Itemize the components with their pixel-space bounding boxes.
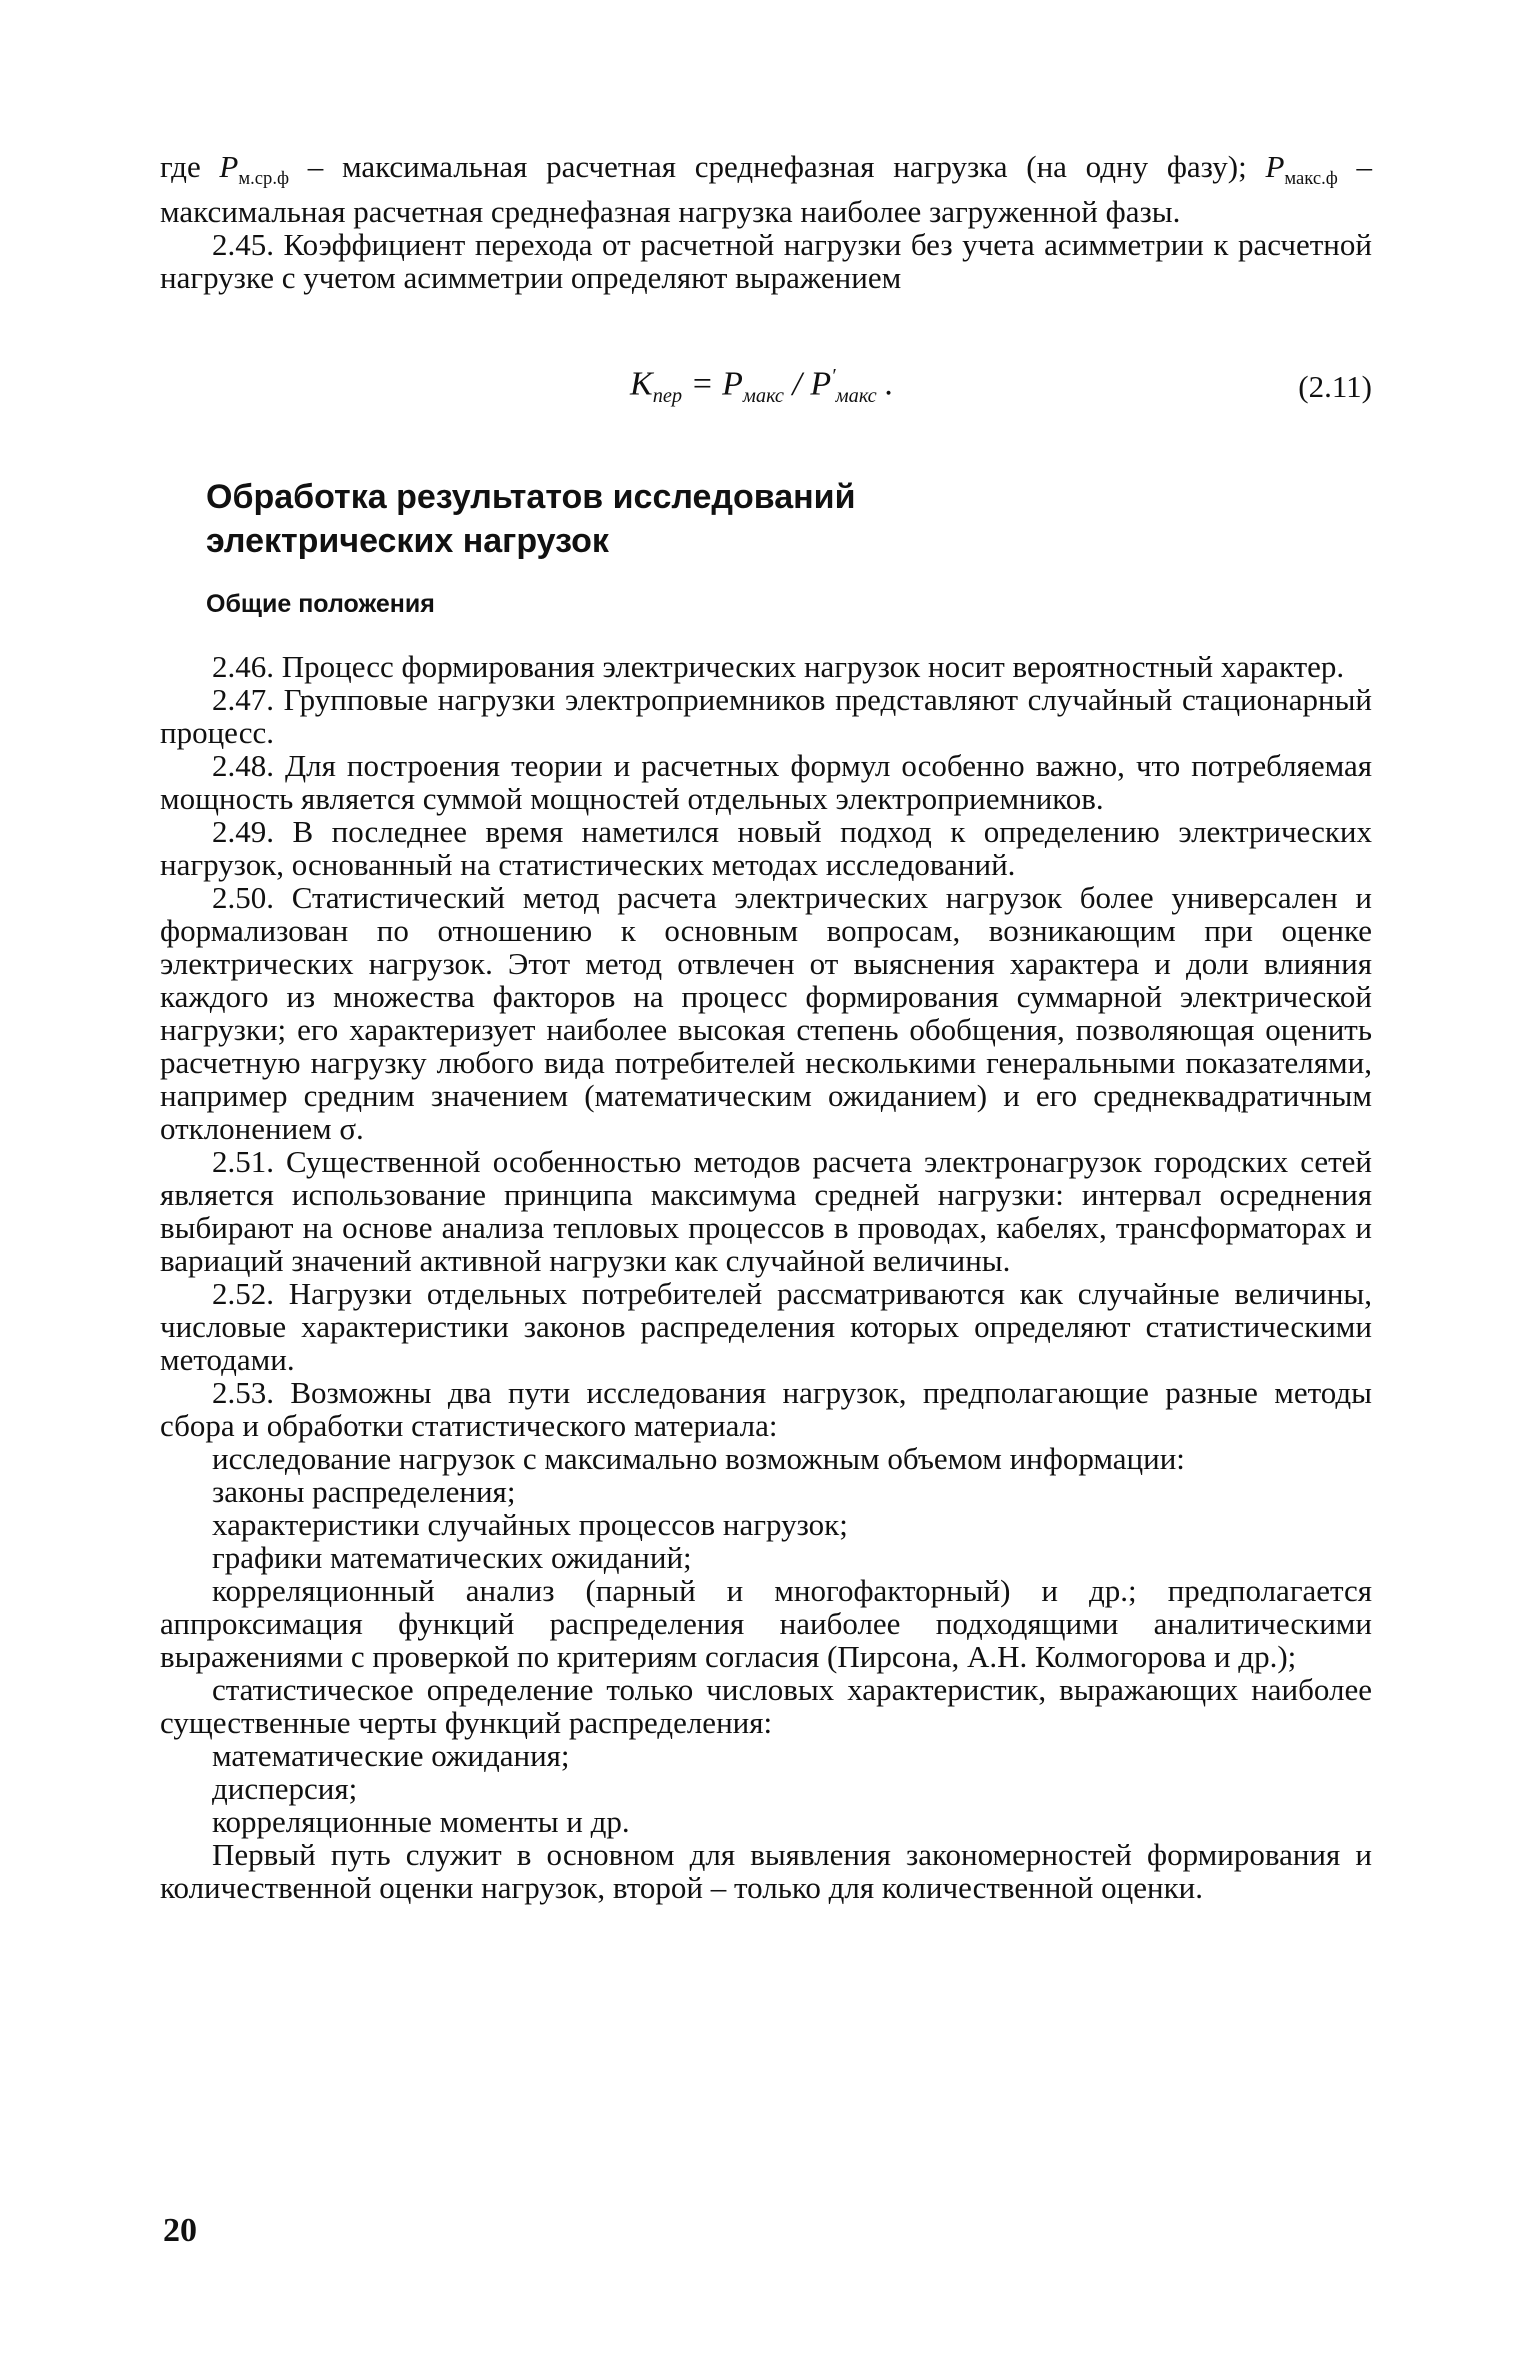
symbol-p-max: P (1265, 149, 1285, 184)
final-paragraph: Первый путь служит в основном для выявления закономерностей формирования и количественной оценки нагрузок, второй – только для количественной оценки. (160, 1837, 1372, 1905)
list-item: исследование нагрузок с максимально возможным объемом информации: (212, 1441, 1185, 1476)
definition-paragraph: где $P_{м.ср.ф}$ – максимальная расчетная среднефазная нагрузка (на одну фазу); $P_{макс.ф}$ – максимальная расчетная среднефазная нагрузка наиболее загруженной фазы. (160, 149, 1373, 230)
formula-number: (2.11) (1298, 369, 1372, 404)
list-item: корреляционный анализ (парный и многофакторный) и др.; предполагается аппроксимация функций распределения наиболее подходящими аналитическими выражениями с проверкой по критериям согласия (Пирсона, А.Н. Колмогорова и др.); (160, 1573, 1372, 1674)
paragraph-2-51: 2.51. Существенной особенностью методов расчета электронагрузок городских сетей является использование принципа максимума средней нагрузки: интервал осреднения выбирают на основе анализа тепловых процессов в проводах, кабелях, трансформаторах и вариаций значений активной нагрузки как случайной величины. (160, 1144, 1372, 1278)
body-text (160, 650, 1372, 1904)
list-item: корреляционные моменты и др. (212, 1804, 630, 1839)
symbol-p: P (219, 149, 239, 184)
list-item: графики математических ожиданий; (212, 1540, 692, 1575)
paragraph-2-45: 2.45. Коэффициент перехода от расчетной нагрузки без учета асимметрии к расчетной нагрузке с учетом асимметрии определяют выражением (160, 227, 1372, 296)
paragraph-2-47: 2.47. Групповые нагрузки электроприемников представляют случайный стационарный процесс. (160, 682, 1372, 750)
list-item: характеристики случайных процессов нагрузок; (212, 1507, 848, 1542)
intro-text (160, 150, 1372, 294)
paragraph-2-52: 2.52. Нагрузки отдельных потребителей рассматриваются как случайные величины, числовые характеристики законов распределения которых определяют статистическими методами. (160, 1276, 1372, 1377)
paragraph-2-50: 2.50. Статистический метод расчета электрических нагрузок более универсален и формализован по отношению к основным вопросам, возникающим при оценке электрических нагрузок. Этот метод отвлечен от выяснения характера и доли влияния каждого из множества факторов на процесс формирования суммарной электрической нагрузки; его характеризует наиболее высокая степень обобщения, позволяющая оценить расчетную нагрузку любого вида потребителей несколькими генеральными показателями, например средним значением (математическим ожиданием) и его среднеквадратичным отклонением σ. (160, 880, 1372, 1146)
list-item: законы распределения; (212, 1474, 516, 1509)
paragraph-2-48: 2.48. Для построения теории и расчетных формул особенно важно, что потребляемая мощность является суммой мощностей отдельных электроприемников. (160, 748, 1372, 816)
paragraph-2-46: 2.46. Процесс формирования электрических нагрузок носит вероятностный характер. (212, 649, 1345, 684)
formula-expression: $K_{пер} = P_{макс} / P'_{макс}$ . (630, 365, 894, 408)
page-number: 20 (163, 2212, 197, 2249)
paragraph-2-53: 2.53. Возможны два пути исследования нагрузок, предполагающие разные методы сбора и обработки статистического материала: (160, 1375, 1372, 1443)
paragraph-2-49: 2.49. В последнее время наметился новый подход к определению электрических нагрузок, основанный на статистических методах исследований. (160, 814, 1372, 882)
formula-2-11 (160, 357, 1372, 417)
list-item: дисперсия; (212, 1771, 358, 1806)
list-item: математические ожидания; (212, 1738, 570, 1773)
subsection-title: Общие положения (206, 590, 435, 618)
section-title: Обработка результатов исследований электрических нагрузок (206, 478, 856, 560)
list-item: статистическое определение только числовых характеристик, выражающих наиболее существенные черты функций распределения: (160, 1672, 1372, 1740)
